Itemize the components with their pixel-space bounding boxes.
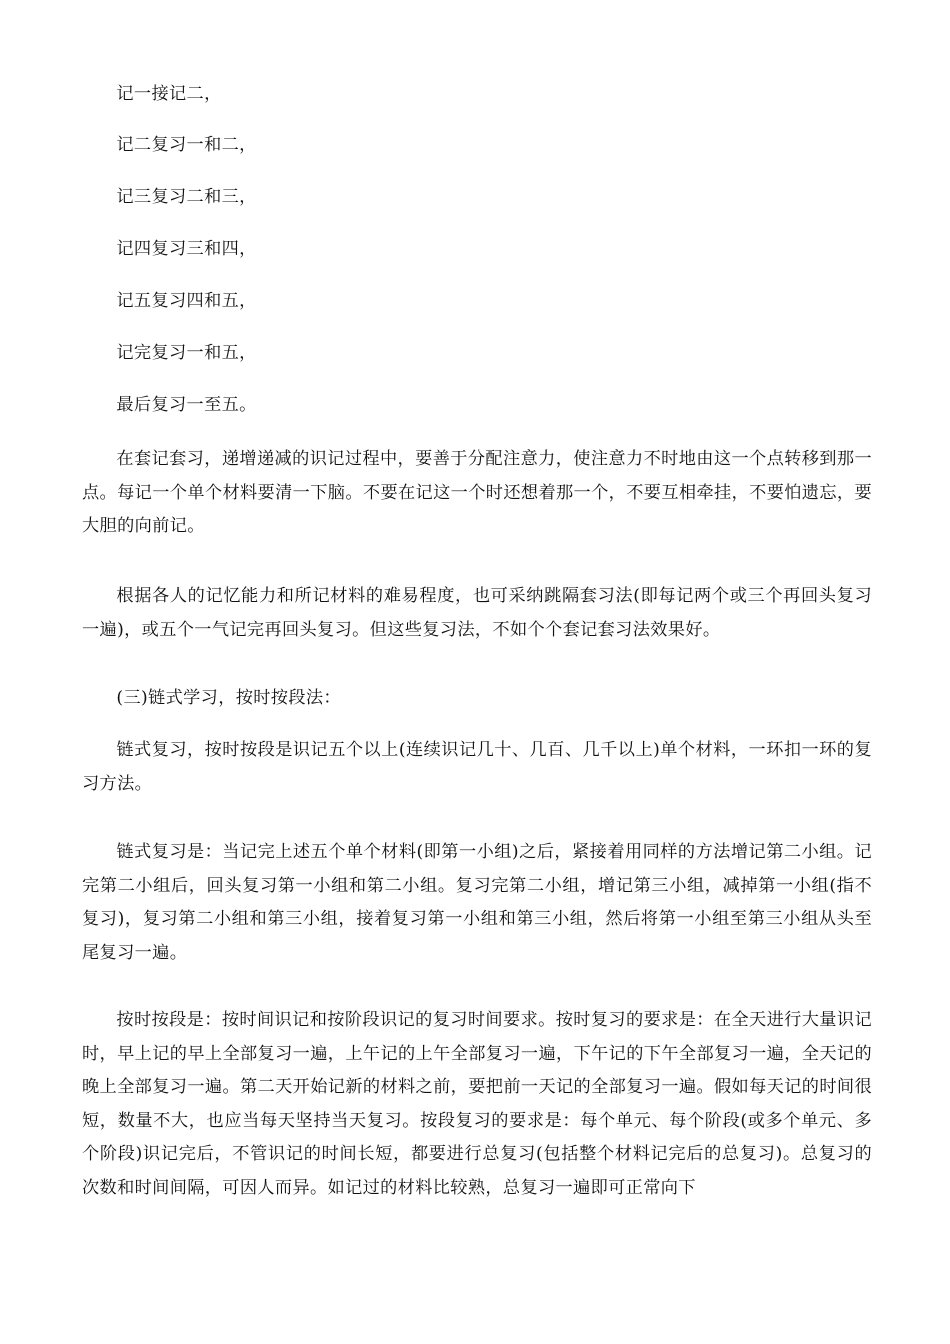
paragraph-10: (三)链式学习，按时按段法： — [116, 688, 341, 708]
paragraph-11: 链式复习，按时按段是识记五个以上(连续识记几十、几百、几千以上)单个材料，一环扣一环的复习方法。 — [82, 740, 872, 794]
paragraph-12: 链式复习是：当记完上述五个单个材料(即第一小组)之后，紧接着用同样的方法增记第二小组。记完第二小组后，回头复习第一小组和第二小组。复习完第二小组，增记第三小组，减掉第一小组(指不复习)，复习第二小组和第三小组，接着复习第一小组和第三小组，然后将第一小组至第三小组从头至尾复习一遍。 — [82, 842, 872, 963]
paragraph-1: 记一接记二， — [116, 84, 222, 104]
paragraph-9: 根据各人的记忆能力和所记材料的难易程度，也可采纳跳隔套习法(即每记两个或三个再回头复习一遍)，或五个一气记完再回头复习。但这些复习法，不如个个套记套习法效果好。 — [82, 586, 872, 640]
paragraph-13: 按时按段是：按时间识记和按阶段识记的复习时间要求。按时复习的要求是：在全天进行大量识记时，早上记的早上全部复习一遍，上午记的上午全部复习一遍，下午记的下午全部复习一遍，全天记的晚上全部复习一遍。第二天开始记新的材料之前，要把前一天记的全部复习一遍。假如每天记的时间很短，数量不大，也应当每天坚持当天复习。按段复习的要求是：每个单元、每个阶段(或多个单元、多个阶段)识记完后，不管识记的时间长短，都要进行总复习(包括整个材料记完后的总复习)。总复习的次数和时间间隔，可因人而异。如记过的材料比较熟，总复习一遍即可正常向下 — [82, 1010, 872, 1198]
paragraph-6: 记完复习一和五， — [116, 343, 257, 363]
paragraph-7: 最后复习一至五。 — [116, 395, 257, 415]
paragraph-4: 记四复习三和四， — [116, 239, 257, 259]
paragraph-2: 记二复习一和二， — [116, 135, 257, 155]
paragraph-3: 记三复习二和三， — [116, 187, 257, 207]
paragraph-5: 记五复习四和五， — [116, 291, 257, 311]
paragraph-8: 在套记套习，递增递减的识记过程中，要善于分配注意力，使注意力不时地由这一个点转移到那一点。每记一个单个材料要清一下脑。不要在记这一个时还想着那一个，不要互相牵挂，不要怕遗忘，要大胆的向前记。 — [82, 449, 872, 536]
